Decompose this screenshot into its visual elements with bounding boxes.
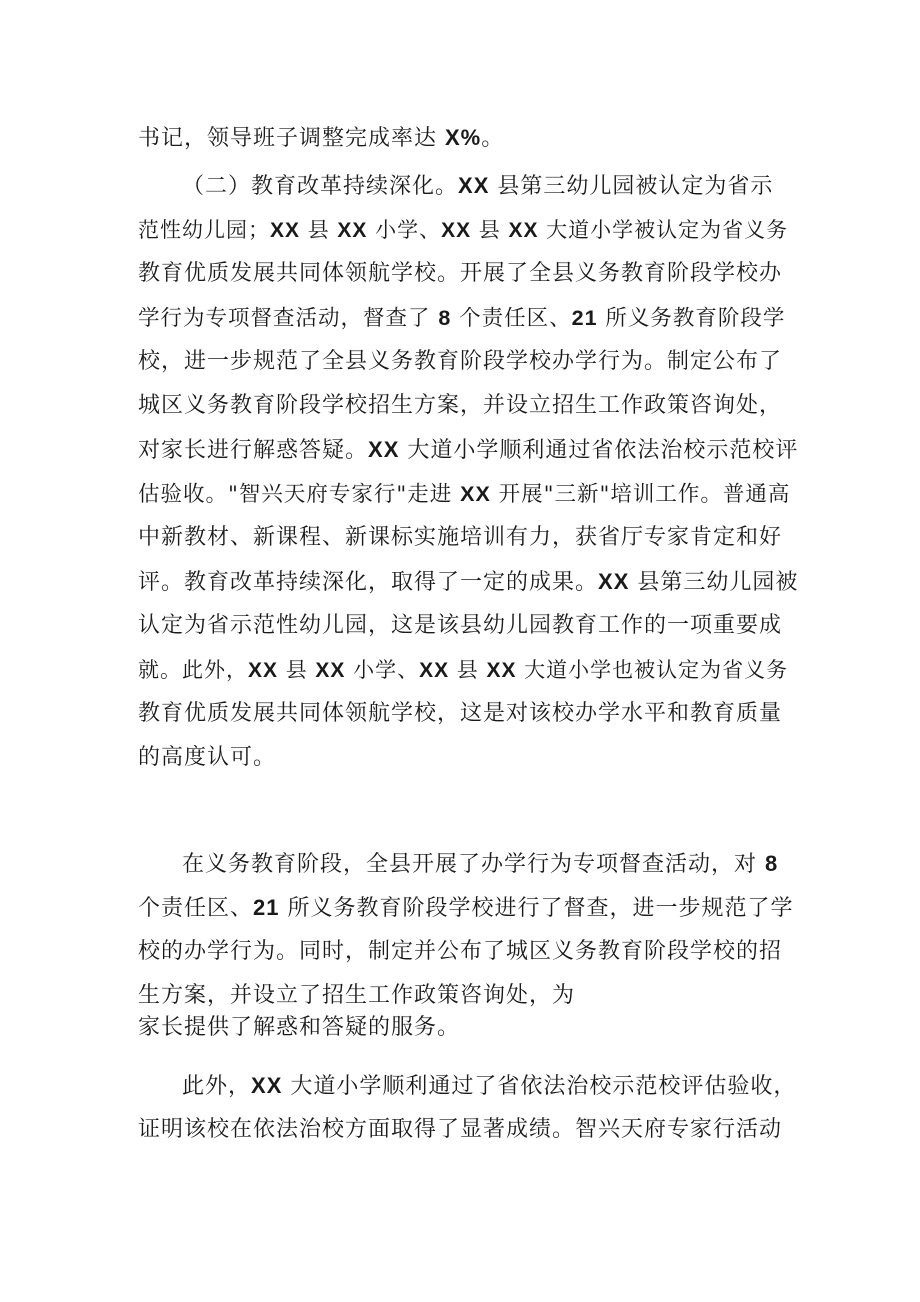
text-line: 教育优质发展共同体领航学校。开展了全县义务教育阶段学校办 (138, 261, 783, 286)
paragraph-2 (138, 842, 798, 1050)
text-line: 评。教育改革持续深化，取得了一定的成果。XX 县第三幼儿园被 (138, 569, 799, 595)
paragraph-0 (138, 116, 798, 160)
text-line: 个责任区、21 所义务教育阶段学校进行了督查，进一步规范了学 (138, 895, 794, 921)
text-line: 学行为专项督查活动，督查了 8 个责任区、21 所义务教育阶段学 (138, 306, 786, 331)
paragraph-3 (138, 1064, 798, 1152)
text-line: 书记，领导班子调整完成率达 X%。 (138, 125, 505, 151)
text-line: 中新教材、新课程、新课标实施培训有力，获省厅专家肯定和好 (138, 525, 783, 550)
text-line: 的高度认可。 (138, 745, 277, 770)
text-line: 范性幼儿园；XX 县 XX 小学、XX 县 XX 大道小学被认定为省义务 (138, 218, 789, 242)
text-line: 城区义务教育阶段学校招生方案，并设立招生工作政策咨询处， (138, 393, 783, 418)
text-line: 此外，XX 大道小学顺利通过了省依法治校示范校评估验收， (182, 1073, 797, 1099)
text-line: 估验收。"智兴天府专家行"走进 XX 开展"三新"培训工作。普通高 (138, 482, 791, 507)
text-line: 就。此外，XX 县 XX 小学、XX 县 XX 大道小学也被认定为省义务 (138, 658, 789, 682)
text-line: （二）教育改革持续深化。XX 县第三幼儿园被认定为省示 (182, 173, 774, 199)
paragraph-1 (138, 164, 798, 780)
text-line: 证明该校在依法治校方面取得了显著成绩。智兴天府专家行活动 (138, 1117, 783, 1142)
text-line: 家长提供了解惑和答疑的服务。 (138, 1015, 461, 1040)
text-line: 校的办学行为。同时，制定并公布了城区义务教育阶段学校的招 (138, 939, 783, 964)
text-line: 校，进一步规范了全县义务教育阶段学校办学行为。制定公布了 (138, 349, 783, 374)
text-line: 教育优质发展共同体领航学校，这是对该校办学水平和教育质量 (138, 701, 783, 726)
text-line: 生方案，并设立了招生工作政策咨询处，为 (138, 983, 576, 1008)
text-line: 在义务教育阶段，全县开展了办学行为专项督查活动，对 8 (182, 851, 779, 877)
text-line: 对家长进行解惑答疑。XX 大道小学顺利通过省依法治校示范校评 (138, 437, 799, 463)
text-line: 认定为省示范性幼儿园，这是该县幼儿园教育工作的一项重要成 (138, 613, 783, 638)
